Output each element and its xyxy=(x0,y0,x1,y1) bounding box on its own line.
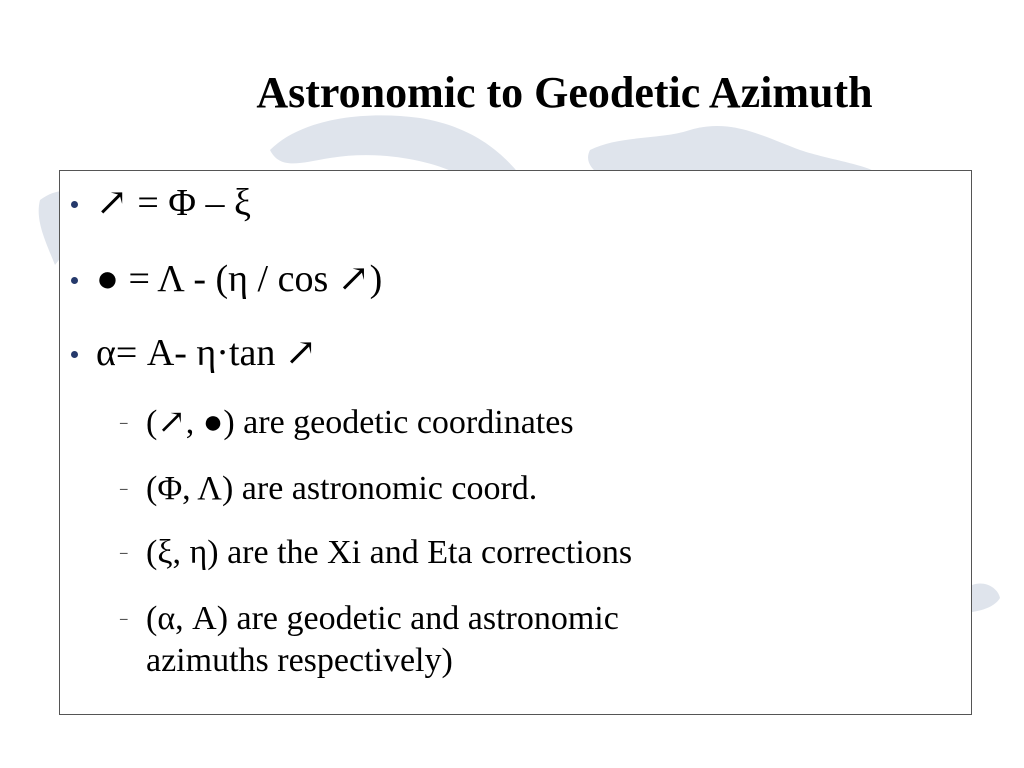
content-box xyxy=(59,170,972,715)
dash-marker: – xyxy=(120,545,128,562)
sub-bullet-4 xyxy=(120,599,619,681)
bullet-2-text: ● = Λ - (η / cos ↗) xyxy=(96,258,383,300)
bullet-2 xyxy=(71,257,382,301)
sub-bullet-3-text: (ξ, η) are the Xi and Eta corrections xyxy=(146,534,633,571)
sub-bullet-4-line1: (α, A) are geodetic and astronomic xyxy=(146,600,619,637)
map-shape xyxy=(270,115,520,175)
bullet-1-text: ↗ = Φ – ξ xyxy=(96,182,251,224)
sub-bullet-2-text: (Φ, Λ) are astronomic coord. xyxy=(146,470,538,507)
sub-bullet-4-line2: azimuths respectively) xyxy=(146,642,453,680)
bullet-marker xyxy=(71,351,78,358)
sub-bullet-3 xyxy=(120,533,632,575)
dash-marker: – xyxy=(120,415,128,432)
bullet-3-text: α= A- η·tan ↗ xyxy=(96,332,317,374)
sub-bullet-1 xyxy=(120,403,574,445)
sub-bullet-2 xyxy=(120,469,537,511)
bullet-3 xyxy=(71,331,317,375)
map-shape xyxy=(588,126,880,175)
dash-marker: – xyxy=(120,611,128,628)
sub-bullet-1-text: (↗, ●) are geodetic coordinates xyxy=(146,404,574,441)
dash-marker: – xyxy=(120,481,128,498)
bullet-marker xyxy=(71,201,78,208)
bullet-1 xyxy=(71,181,251,225)
map-shape xyxy=(972,583,1000,612)
slide-title: Astronomic to Geodetic Azimuth xyxy=(256,68,873,117)
bullet-marker xyxy=(71,277,78,284)
